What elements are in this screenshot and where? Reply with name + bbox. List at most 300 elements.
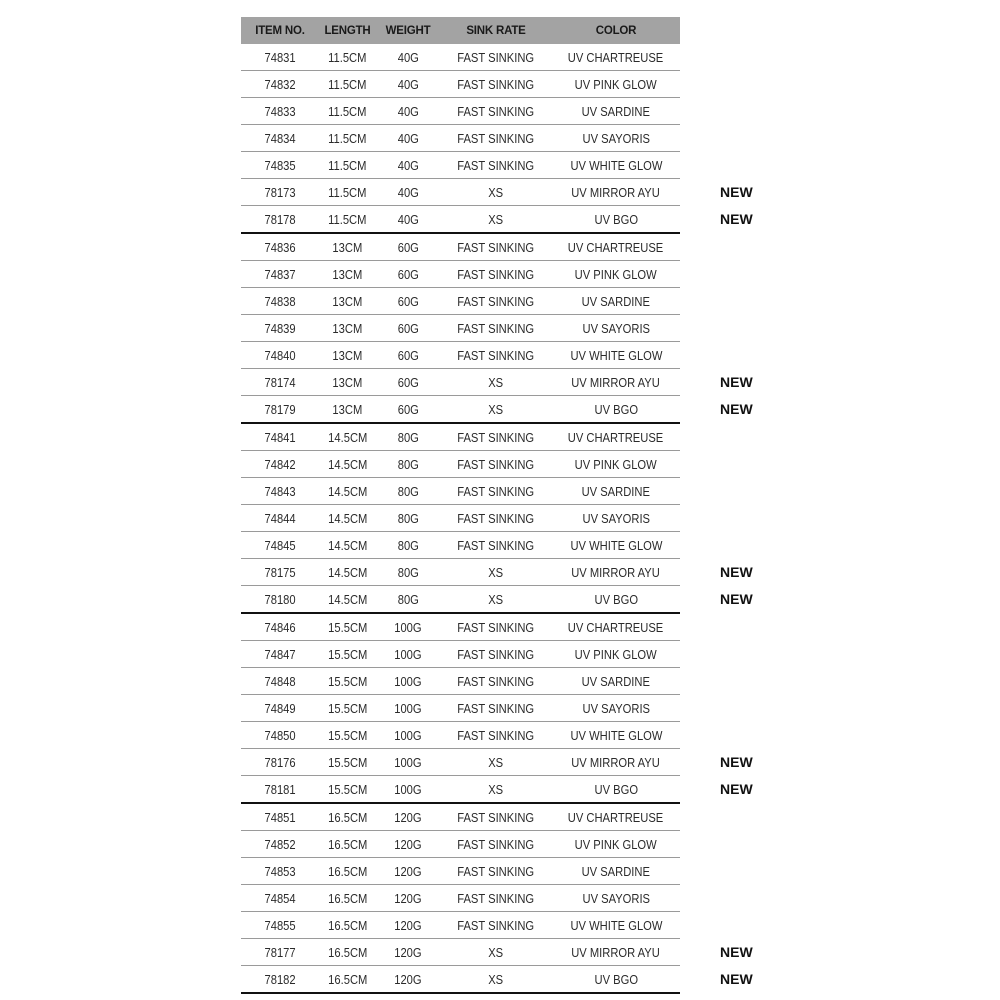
sink-rate-cell-text: FAST SINKING: [457, 456, 535, 472]
item-no-cell: [241, 451, 319, 478]
item-no-cell-text: 74835: [264, 157, 296, 173]
weight-cell: [376, 695, 440, 722]
table-row: [241, 722, 680, 749]
sink-rate-cell-text: FAST SINKING: [457, 293, 535, 309]
color-cell-text: UV BGO: [594, 781, 638, 797]
sink-rate-cell-text: FAST SINKING: [457, 673, 535, 689]
sink-rate-cell-text: FAST SINKING: [457, 483, 535, 499]
weight-cell: [376, 423, 440, 451]
length-cell-text: 14.5CM: [327, 591, 368, 607]
sink-rate-cell-text: XS: [488, 591, 504, 607]
color-cell-text: UV CHARTREUSE: [568, 239, 664, 255]
weight-cell: [376, 912, 440, 939]
length-cell: [319, 98, 376, 125]
table-row: [241, 44, 680, 71]
badge-slot: [700, 912, 780, 939]
new-badge: NEW: [720, 781, 753, 798]
length-cell: [319, 233, 376, 261]
color-cell: [552, 206, 680, 234]
length-cell: [319, 342, 376, 369]
weight-cell: [376, 451, 440, 478]
sink-rate-cell: [440, 315, 552, 342]
weight-cell-text: 40G: [397, 157, 419, 173]
item-no-cell: [241, 776, 319, 804]
weight-cell: [376, 586, 440, 614]
table-row: [241, 315, 680, 342]
sink-rate-cell: [440, 179, 552, 206]
item-no-cell: [241, 695, 319, 722]
length-cell-text: 14.5CM: [327, 537, 368, 553]
item-no-cell: [241, 749, 319, 776]
weight-cell-text: 100G: [394, 646, 422, 662]
badge-slot: [700, 803, 780, 831]
new-badge: NEW: [720, 944, 753, 960]
length-cell-text: 11.5CM: [328, 76, 367, 92]
item-no-cell-text: 78175: [264, 564, 296, 580]
color-cell: [552, 831, 680, 858]
length-cell-text: 16.5CM: [327, 917, 368, 933]
weight-cell: [376, 206, 440, 234]
new-badge: NEW: [720, 374, 753, 390]
sink-rate-cell: [440, 98, 552, 125]
color-cell: [552, 559, 680, 586]
item-no-cell-text: 74833: [264, 103, 296, 119]
sink-rate-cell: [440, 966, 552, 994]
length-cell: [319, 885, 376, 912]
length-cell-text: 14.5CM: [327, 483, 368, 499]
color-cell: [552, 803, 680, 831]
sink-rate-cell-text: FAST SINKING: [457, 429, 535, 445]
weight-cell-text: 120G: [394, 836, 422, 852]
sink-rate-cell-text: FAST SINKING: [457, 510, 535, 526]
color-cell: [552, 613, 680, 641]
header-weight: WEIGHT: [376, 17, 440, 44]
sink-rate-cell-text: XS: [488, 401, 504, 417]
badge-slot: [700, 288, 780, 315]
badge-slot: [700, 505, 780, 532]
item-no-cell-text: 74838: [264, 293, 296, 309]
item-no-cell: [241, 71, 319, 98]
length-cell-text: 16.5CM: [327, 944, 368, 960]
color-cell-text: UV SAYORIS: [582, 320, 650, 336]
sink-rate-cell: [440, 641, 552, 668]
length-cell-text: 11.5CM: [328, 184, 367, 200]
header-row: [241, 17, 680, 44]
weight-cell: [376, 885, 440, 912]
length-cell-text: 15.5CM: [327, 673, 368, 689]
color-cell: [552, 423, 680, 451]
length-cell-text: 13CM: [332, 266, 363, 282]
table-row: [241, 939, 680, 966]
length-cell: [319, 369, 376, 396]
color-cell: [552, 668, 680, 695]
length-cell: [319, 831, 376, 858]
sink-rate-cell: [440, 613, 552, 641]
weight-cell-text: 40G: [397, 184, 419, 200]
color-cell: [552, 776, 680, 804]
sink-rate-cell-text: XS: [488, 184, 504, 200]
color-cell: [552, 98, 680, 125]
sink-rate-cell: [440, 44, 552, 71]
weight-cell: [376, 559, 440, 586]
badge-slot: [700, 396, 780, 424]
length-cell: [319, 858, 376, 885]
length-cell: [319, 261, 376, 288]
length-cell: [319, 641, 376, 668]
new-badge: NEW: [720, 564, 753, 580]
sink-rate-cell: [440, 803, 552, 831]
color-cell: [552, 885, 680, 912]
weight-cell-text: 100G: [394, 619, 422, 635]
weight-cell-text: 100G: [394, 673, 422, 689]
weight-cell-text: 120G: [394, 890, 422, 906]
item-no-cell: [241, 315, 319, 342]
sink-rate-cell: [440, 125, 552, 152]
table-body: [241, 44, 680, 993]
sink-rate-cell: [440, 451, 552, 478]
item-no-cell: [241, 641, 319, 668]
color-cell-text: UV PINK GLOW: [574, 266, 657, 282]
badge-slot: [700, 423, 780, 451]
table-row: [241, 695, 680, 722]
weight-cell-text: 100G: [394, 781, 422, 797]
sink-rate-cell: [440, 288, 552, 315]
item-no-cell: [241, 206, 319, 234]
length-cell: [319, 776, 376, 804]
color-cell-text: UV SARDINE: [581, 293, 651, 309]
sink-rate-cell: [440, 586, 552, 614]
weight-cell: [376, 641, 440, 668]
badge-slot: [700, 125, 780, 152]
item-no-cell: [241, 505, 319, 532]
weight-cell: [376, 261, 440, 288]
color-cell-text: UV WHITE GLOW: [570, 727, 662, 743]
weight-cell: [376, 966, 440, 994]
item-no-cell-text: 78177: [264, 944, 296, 960]
length-cell-text: 15.5CM: [327, 700, 368, 716]
color-cell-text: UV PINK GLOW: [574, 76, 657, 92]
item-no-cell: [241, 98, 319, 125]
header-color: COLOR: [552, 17, 680, 44]
sink-rate-cell: [440, 342, 552, 369]
color-cell-text: UV MIRROR AYU: [571, 754, 661, 770]
sink-rate-cell: [440, 505, 552, 532]
length-cell-text: 11.5CM: [328, 157, 367, 173]
length-cell-text: 13CM: [332, 293, 363, 309]
length-cell-text: 14.5CM: [327, 456, 368, 472]
length-cell-text: 14.5CM: [327, 429, 368, 445]
weight-cell: [376, 505, 440, 532]
weight-cell-text: 60G: [397, 347, 419, 363]
item-no-cell: [241, 125, 319, 152]
color-cell-text: UV PINK GLOW: [574, 836, 657, 852]
weight-cell-text: 40G: [397, 211, 419, 227]
weight-cell-text: 60G: [397, 266, 419, 282]
weight-cell: [376, 98, 440, 125]
color-cell: [552, 288, 680, 315]
length-cell-text: 15.5CM: [327, 754, 368, 770]
length-cell: [319, 559, 376, 586]
sink-rate-cell-text: XS: [488, 754, 504, 770]
item-no-cell-text: 74847: [264, 646, 296, 662]
sink-rate-cell: [440, 559, 552, 586]
weight-cell: [376, 315, 440, 342]
item-no-cell-text: 74840: [264, 347, 296, 363]
color-cell: [552, 396, 680, 424]
item-no-cell-text: 74854: [264, 890, 296, 906]
table-row: [241, 369, 680, 396]
color-cell: [552, 586, 680, 614]
badge-slot: [700, 206, 780, 234]
color-cell: [552, 71, 680, 98]
sink-rate-cell: [440, 423, 552, 451]
table-row: [241, 613, 680, 641]
color-cell: [552, 233, 680, 261]
weight-cell-text: 80G: [397, 456, 419, 472]
weight-cell-text: 60G: [397, 374, 419, 390]
sink-rate-cell-text: XS: [488, 374, 504, 390]
item-no-cell: [241, 478, 319, 505]
badge-slot: [700, 858, 780, 885]
weight-cell-text: 120G: [394, 944, 422, 960]
item-no-cell: [241, 939, 319, 966]
badge-slot: [700, 668, 780, 695]
weight-cell: [376, 342, 440, 369]
new-badge: NEW: [720, 754, 753, 770]
table-row: [241, 98, 680, 125]
length-cell: [319, 749, 376, 776]
table-row: [241, 668, 680, 695]
sink-rate-cell-text: FAST SINKING: [457, 320, 535, 336]
color-cell: [552, 152, 680, 179]
color-cell: [552, 749, 680, 776]
sink-rate-cell-text: FAST SINKING: [457, 890, 535, 906]
color-cell-text: UV SARDINE: [581, 673, 651, 689]
weight-cell: [376, 478, 440, 505]
item-no-cell-text: 74850: [264, 727, 296, 743]
badge-slot: [700, 722, 780, 749]
length-cell: [319, 532, 376, 559]
item-no-cell-text: 74844: [264, 510, 296, 526]
header-sink-rate: SINK RATE: [440, 17, 552, 44]
badge-slot: [700, 261, 780, 288]
color-cell: [552, 478, 680, 505]
sink-rate-cell: [440, 722, 552, 749]
weight-cell-text: 80G: [397, 537, 419, 553]
sink-rate-cell-text: FAST SINKING: [457, 76, 535, 92]
length-cell-text: 14.5CM: [327, 564, 368, 580]
color-cell-text: UV SARDINE: [581, 103, 651, 119]
weight-cell-text: 40G: [397, 103, 419, 119]
badge-slot: [700, 776, 780, 804]
length-cell: [319, 315, 376, 342]
color-cell: [552, 532, 680, 559]
badge-slot: [700, 966, 780, 994]
item-no-cell-text: 74855: [264, 917, 296, 933]
weight-cell-text: 120G: [394, 863, 422, 879]
color-cell: [552, 44, 680, 71]
color-cell: [552, 939, 680, 966]
item-no-cell-text: 78180: [264, 591, 296, 607]
weight-cell: [376, 749, 440, 776]
sink-rate-cell-text: XS: [488, 971, 504, 987]
color-cell-text: UV BGO: [594, 591, 638, 607]
weight-cell: [376, 233, 440, 261]
length-cell-text: 16.5CM: [327, 863, 368, 879]
badge-slot: [700, 586, 780, 614]
weight-cell-text: 100G: [394, 700, 422, 716]
item-no-cell-text: 74836: [264, 239, 296, 255]
weight-cell: [376, 613, 440, 641]
weight-cell: [376, 44, 440, 71]
sink-rate-cell-text: XS: [488, 781, 504, 797]
table-row: [241, 261, 680, 288]
color-cell-text: UV SAYORIS: [582, 510, 650, 526]
color-cell-text: UV PINK GLOW: [574, 456, 657, 472]
sink-rate-cell: [440, 776, 552, 804]
color-cell-text: UV WHITE GLOW: [570, 537, 662, 553]
color-cell: [552, 315, 680, 342]
item-no-cell-text: 78178: [264, 211, 296, 227]
item-no-cell: [241, 722, 319, 749]
item-no-cell-text: 78179: [264, 401, 296, 417]
color-cell: [552, 179, 680, 206]
color-cell: [552, 369, 680, 396]
sink-rate-cell-text: FAST SINKING: [457, 266, 535, 282]
table-header: [241, 17, 680, 44]
item-no-cell-text: 78182: [264, 971, 296, 987]
weight-cell-text: 60G: [397, 293, 419, 309]
badge-slot: [700, 342, 780, 369]
table-row: [241, 423, 680, 451]
sink-rate-cell-text: FAST SINKING: [457, 836, 535, 852]
length-cell: [319, 451, 376, 478]
table-row: [241, 125, 680, 152]
new-badge: NEW: [720, 971, 753, 988]
sink-rate-cell: [440, 478, 552, 505]
sink-rate-cell-text: FAST SINKING: [457, 49, 535, 65]
item-no-cell: [241, 423, 319, 451]
badge-header-spacer: [700, 17, 780, 44]
length-cell: [319, 288, 376, 315]
sink-rate-cell-text: FAST SINKING: [457, 700, 535, 716]
color-cell-text: UV SARDINE: [581, 863, 651, 879]
sink-rate-cell: [440, 885, 552, 912]
item-no-cell: [241, 912, 319, 939]
badge-slot: [700, 613, 780, 641]
length-cell-text: 15.5CM: [327, 781, 368, 797]
item-no-cell: [241, 559, 319, 586]
item-no-cell: [241, 261, 319, 288]
item-no-cell-text: 78181: [264, 781, 296, 797]
item-no-cell: [241, 885, 319, 912]
item-no-cell: [241, 44, 319, 71]
color-cell-text: UV WHITE GLOW: [570, 917, 662, 933]
table-row: [241, 831, 680, 858]
weight-cell: [376, 858, 440, 885]
color-cell-text: UV BGO: [594, 211, 638, 227]
item-no-cell-text: 74851: [264, 809, 296, 825]
item-no-cell: [241, 803, 319, 831]
length-cell: [319, 423, 376, 451]
weight-cell-text: 60G: [397, 401, 419, 417]
color-cell: [552, 641, 680, 668]
sink-rate-cell: [440, 912, 552, 939]
table-row: [241, 71, 680, 98]
weight-cell-text: 80G: [397, 429, 419, 445]
sink-rate-cell-text: FAST SINKING: [457, 809, 535, 825]
weight-cell-text: 120G: [394, 917, 422, 933]
color-cell: [552, 858, 680, 885]
badge-slot: [700, 233, 780, 261]
length-cell: [319, 586, 376, 614]
sink-rate-cell-text: FAST SINKING: [457, 619, 535, 635]
length-cell-text: 15.5CM: [327, 646, 368, 662]
color-cell: [552, 695, 680, 722]
item-no-cell-text: 74852: [264, 836, 296, 852]
sink-rate-cell-text: FAST SINKING: [457, 727, 535, 743]
weight-cell: [376, 776, 440, 804]
badge-slot: [700, 641, 780, 668]
item-no-cell-text: 74842: [264, 456, 296, 472]
badge-slot: [700, 695, 780, 722]
color-cell-text: UV MIRROR AYU: [571, 374, 661, 390]
weight-cell-text: 80G: [397, 483, 419, 499]
sink-rate-cell-text: FAST SINKING: [457, 917, 535, 933]
length-cell-text: 11.5CM: [328, 130, 367, 146]
color-cell-text: UV SARDINE: [581, 483, 651, 499]
length-cell: [319, 668, 376, 695]
sink-rate-cell-text: XS: [488, 211, 504, 227]
badge-slot: [700, 831, 780, 858]
badge-slot: [700, 885, 780, 912]
item-no-cell-text: 74834: [264, 130, 296, 146]
color-cell: [552, 125, 680, 152]
weight-cell: [376, 939, 440, 966]
length-cell: [319, 179, 376, 206]
table-row: [241, 559, 680, 586]
sink-rate-cell-text: FAST SINKING: [457, 646, 535, 662]
length-cell: [319, 152, 376, 179]
badge-slot: [700, 44, 780, 71]
length-cell-text: 15.5CM: [327, 619, 368, 635]
weight-cell: [376, 831, 440, 858]
table-row: [241, 206, 680, 234]
sink-rate-cell-text: FAST SINKING: [457, 130, 535, 146]
item-no-cell: [241, 288, 319, 315]
sink-rate-cell-text: FAST SINKING: [457, 347, 535, 363]
table-row: [241, 233, 680, 261]
length-cell: [319, 912, 376, 939]
length-cell: [319, 966, 376, 994]
item-no-cell-text: 74846: [264, 619, 296, 635]
item-no-cell: [241, 233, 319, 261]
item-no-cell-text: 74849: [264, 700, 296, 716]
sink-rate-cell: [440, 396, 552, 424]
table-row: [241, 179, 680, 206]
new-badge: NEW: [720, 401, 753, 418]
badge-slot: [700, 179, 780, 206]
length-cell-text: 16.5CM: [327, 836, 368, 852]
product-spec-table: [241, 17, 680, 994]
color-cell-text: UV CHARTREUSE: [568, 809, 664, 825]
color-cell-text: UV BGO: [594, 401, 638, 417]
weight-cell-text: 60G: [397, 320, 419, 336]
length-cell-text: 14.5CM: [327, 510, 368, 526]
badge-slot: [700, 451, 780, 478]
length-cell: [319, 939, 376, 966]
length-cell-text: 16.5CM: [327, 971, 368, 987]
